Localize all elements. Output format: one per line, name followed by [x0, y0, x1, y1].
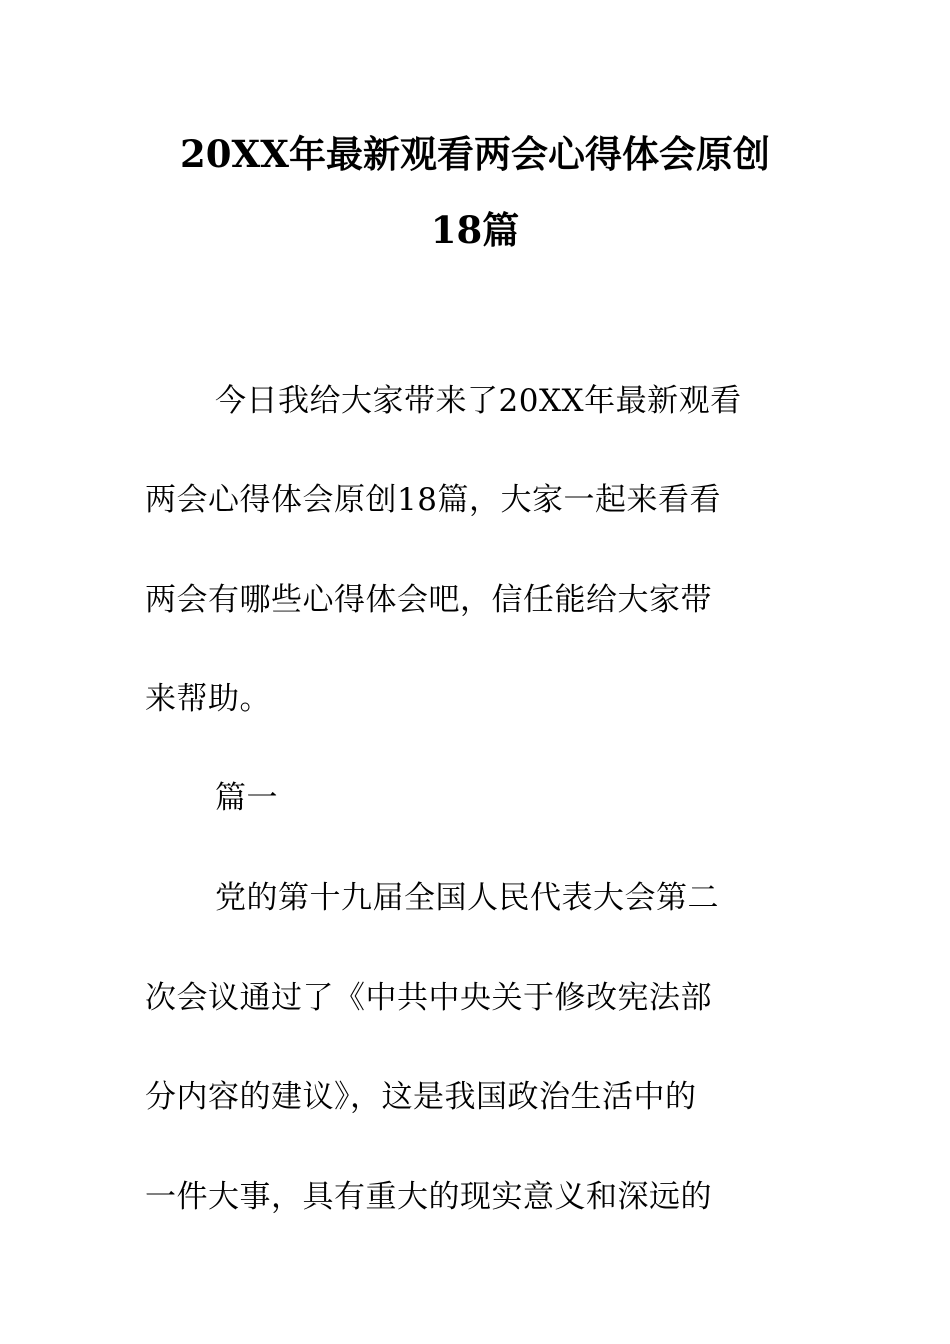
document-title-line-1: 20XX年最新观看两会心得体会原创	[180, 132, 770, 176]
intro-paragraph-line: 今日我给大家带来了20XX年最新观看	[215, 383, 742, 419]
body-paragraph-line: 一件大事，具有重大的现实意义和深远的	[145, 1179, 712, 1215]
intro-paragraph-line: 来帮助。	[145, 681, 271, 717]
body-paragraph-line: 次会议通过了《中共中央关于修改宪法部	[145, 980, 712, 1016]
intro-paragraph-line: 两会心得体会原创18篇，大家一起来看看	[145, 482, 721, 518]
body-paragraph-line: 党的第十九届全国人民代表大会第二	[215, 880, 719, 916]
section-heading: 篇一	[215, 780, 278, 816]
body-paragraph-line: 分内容的建议》，这是我国政治生活中的	[145, 1079, 697, 1115]
document-title-line-2: 18篇	[430, 208, 520, 252]
intro-paragraph-line: 两会有哪些心得体会吧，信任能给大家带	[145, 582, 712, 618]
